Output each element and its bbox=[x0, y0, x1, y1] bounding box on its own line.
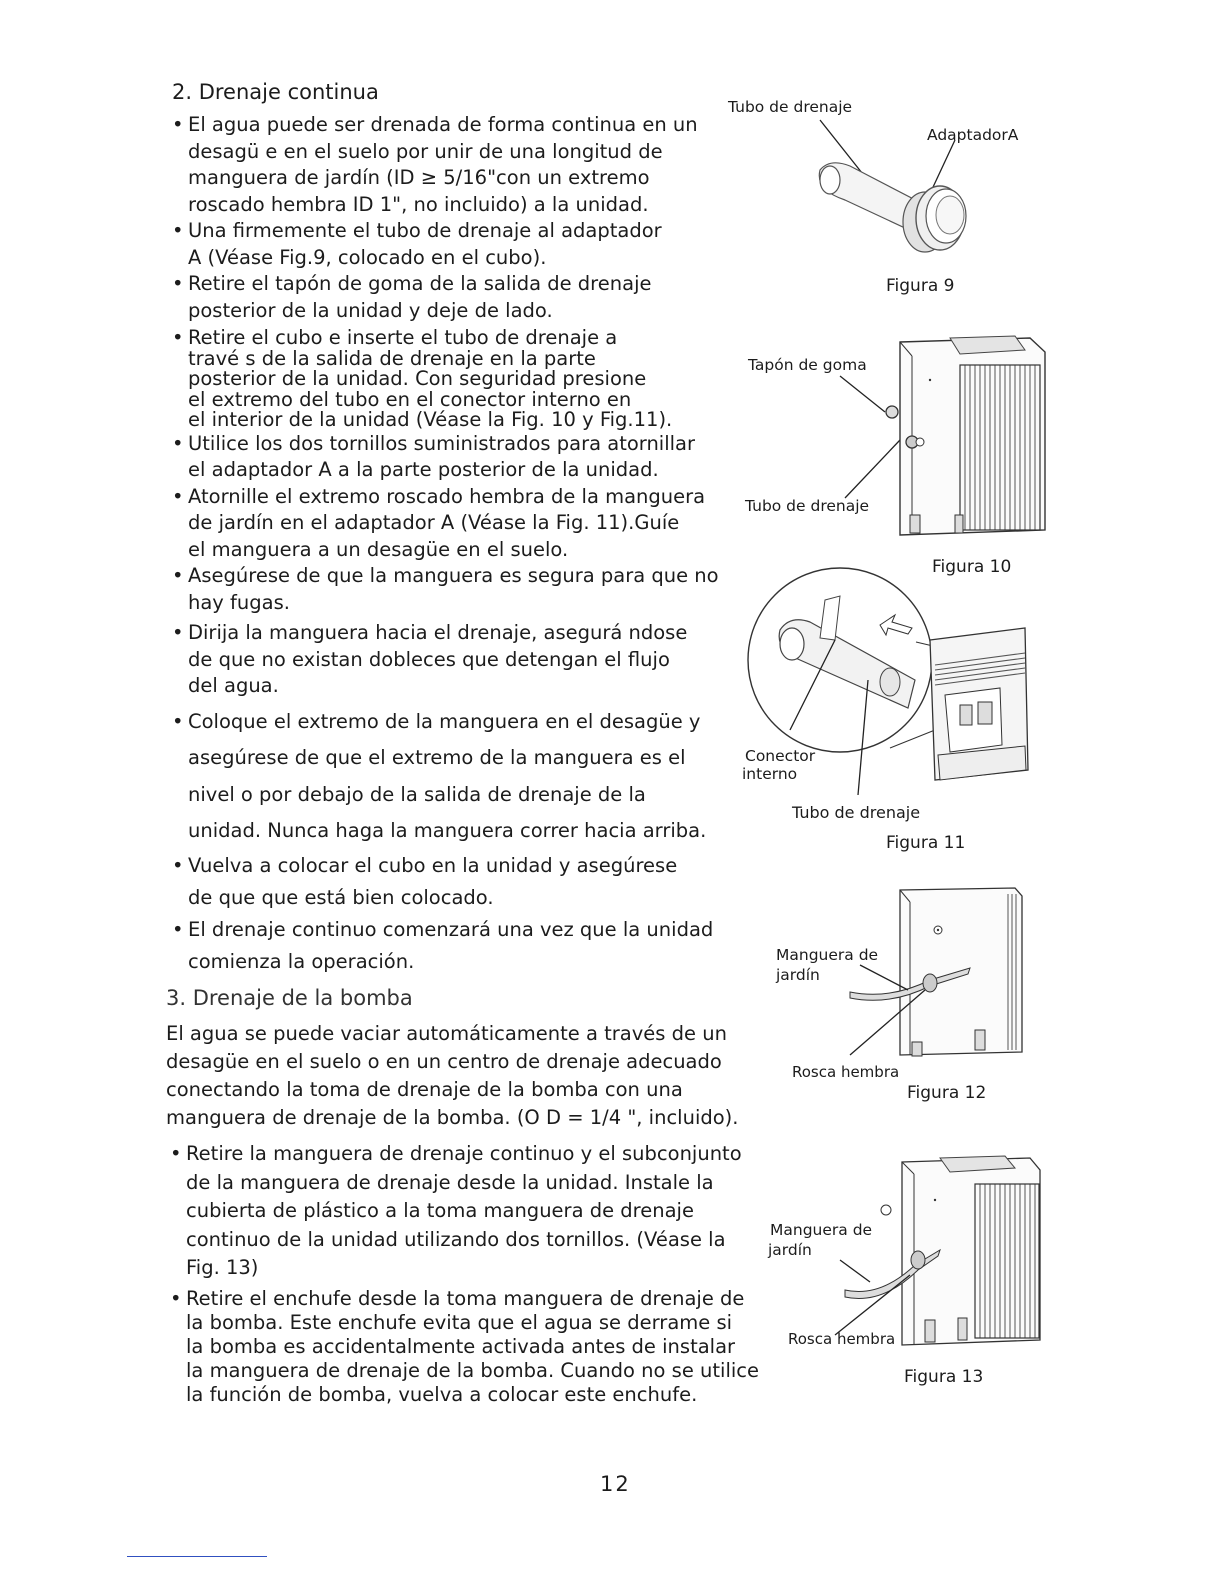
list-item: • Una firmemente el tubo de drenaje al adaptador A (Véase Fig.9, colocado en el cubo). bbox=[172, 219, 662, 269]
fig12-caption: Figura 12 bbox=[907, 1083, 987, 1103]
intro-line: El agua se puede vaciar automáticamente a través de un bbox=[166, 1022, 727, 1045]
fig12-label-thread: Rosca hembra bbox=[792, 1063, 900, 1081]
fig11-label-connector-2: interno bbox=[742, 765, 798, 783]
intro-line: manguera de drenaje de la bomba. (O D = 1/4 ", incluido). bbox=[166, 1106, 739, 1129]
fig13-label-hose-2: jardín bbox=[768, 1241, 812, 1259]
fig13-pump-hose-illustration bbox=[830, 1150, 1050, 1350]
list-item: • El drenaje continuo comenzará una vez que la unidad comienza la operación. bbox=[172, 917, 714, 973]
page-number: 12 bbox=[600, 1472, 631, 1496]
fig13-label-hose: Manguera de bbox=[770, 1221, 873, 1239]
list-item: • Atornille el extremo roscado hembra de la manguera de jardín en el adaptador A (Véase la Fig. 11).Guíe el manguera a un desagüe en el suelo. bbox=[172, 484, 706, 561]
fig9-label-adapter: AdaptadorA bbox=[927, 126, 1019, 144]
footer-divider bbox=[127, 1556, 267, 1557]
fig10-label-tube: Tubo de drenaje bbox=[745, 497, 870, 515]
list-item: • El agua puede ser drenada de forma continua en un desagü e en el suelo por unir de una longitud de manguera de jardín (ID ≥ 5/16"con un extremo roscado hembra ID 1", no incluido) a la unidad. bbox=[172, 113, 698, 216]
intro-line: conectando la toma de drenaje de la bomba con una bbox=[166, 1078, 683, 1101]
fig9-label-tube: Tubo de drenaje bbox=[728, 98, 853, 116]
fig10-unit-illustration bbox=[800, 330, 1050, 545]
section3-bullets bbox=[170, 1140, 790, 1407]
fig12-garden-hose-illustration bbox=[830, 880, 1030, 1060]
fig9-drain-tube-illustration bbox=[790, 110, 1010, 270]
fig13-label-thread: Rosca hembra bbox=[788, 1330, 896, 1348]
fig9-caption: Figura 9 bbox=[886, 276, 955, 296]
list-item: • Retire el cubo e inserte el tubo de drenaje a travé s de la salida de drenaje en la parte posterior de la unidad. Con seguridad presione el extremo del tubo en el conector interno en el interior de la unidad (Véase la Fig. 10 y Fig.11). bbox=[172, 326, 673, 431]
list-item: • Retire la manguera de drenaje continuo y el subconjunto de la manguera de drenaje desde la unidad. Instale la cubierta de plástico a la toma manguera de drenaje continuo de la unidad utilizando dos tornillos. (Véase la Fig. 13) bbox=[170, 1142, 742, 1279]
section-title-drenaje-continua: 2. Drenaje continua bbox=[172, 80, 379, 104]
section2-bullets bbox=[172, 112, 752, 978]
list-item: • Vuelva a colocar el cubo en la unidad y asegúrese de que que está bien colocado. bbox=[172, 853, 678, 909]
list-item: • Dirija la manguera hacia el drenaje, asegurá ndose de que no existan dobleces que detengan el flujo del agua. bbox=[172, 621, 688, 697]
fig10-caption: Figura 10 bbox=[932, 557, 1012, 577]
section-title-drenaje-bomba: 3. Drenaje de la bomba bbox=[166, 986, 413, 1010]
fig12-label-hose-2: jardín bbox=[776, 966, 820, 984]
fig11-label-connector: Conector bbox=[745, 747, 816, 765]
fig12-label-hose: Manguera de bbox=[776, 946, 879, 964]
fig13-caption: Figura 13 bbox=[904, 1367, 984, 1387]
section3-intro bbox=[166, 1020, 806, 1132]
fig11-caption: Figura 11 bbox=[886, 833, 966, 853]
fig11-label-tube: Tubo de drenaje bbox=[792, 803, 921, 822]
list-item: • Retire el enchufe desde la toma manguera de drenaje de la bomba. Este enchufe evita que el agua se derrame si la bomba es accidentalmente activada antes de instalar la manguera de drenaje de la bomba. Cuando no se utilice la función de bomba, vuelva a colocar este enchufe. bbox=[170, 1286, 760, 1406]
list-item: • Utilice los dos tornillos suministrados para atornillar el adaptador A a la parte posterior de la unidad. bbox=[172, 431, 696, 481]
list-item: • Coloque el extremo de la manguera en el desagüe y asegúrese de que el extremo de la manguera es el nivel o por debajo de la salida de drenaje de la unidad. Nunca haga la manguera correr hacia arriba. bbox=[172, 709, 707, 842]
list-item: • Asegúrese de que la manguera es segura para que no hay fugas. bbox=[172, 564, 719, 614]
intro-line: desagüe en el suelo o en un centro de drenaje adecuado bbox=[166, 1050, 722, 1073]
list-item: • Retire el tapón de goma de la salida de drenaje posterior de la unidad y deje de lado. bbox=[172, 272, 652, 322]
fig10-label-plug: Tapón de goma bbox=[748, 356, 867, 374]
